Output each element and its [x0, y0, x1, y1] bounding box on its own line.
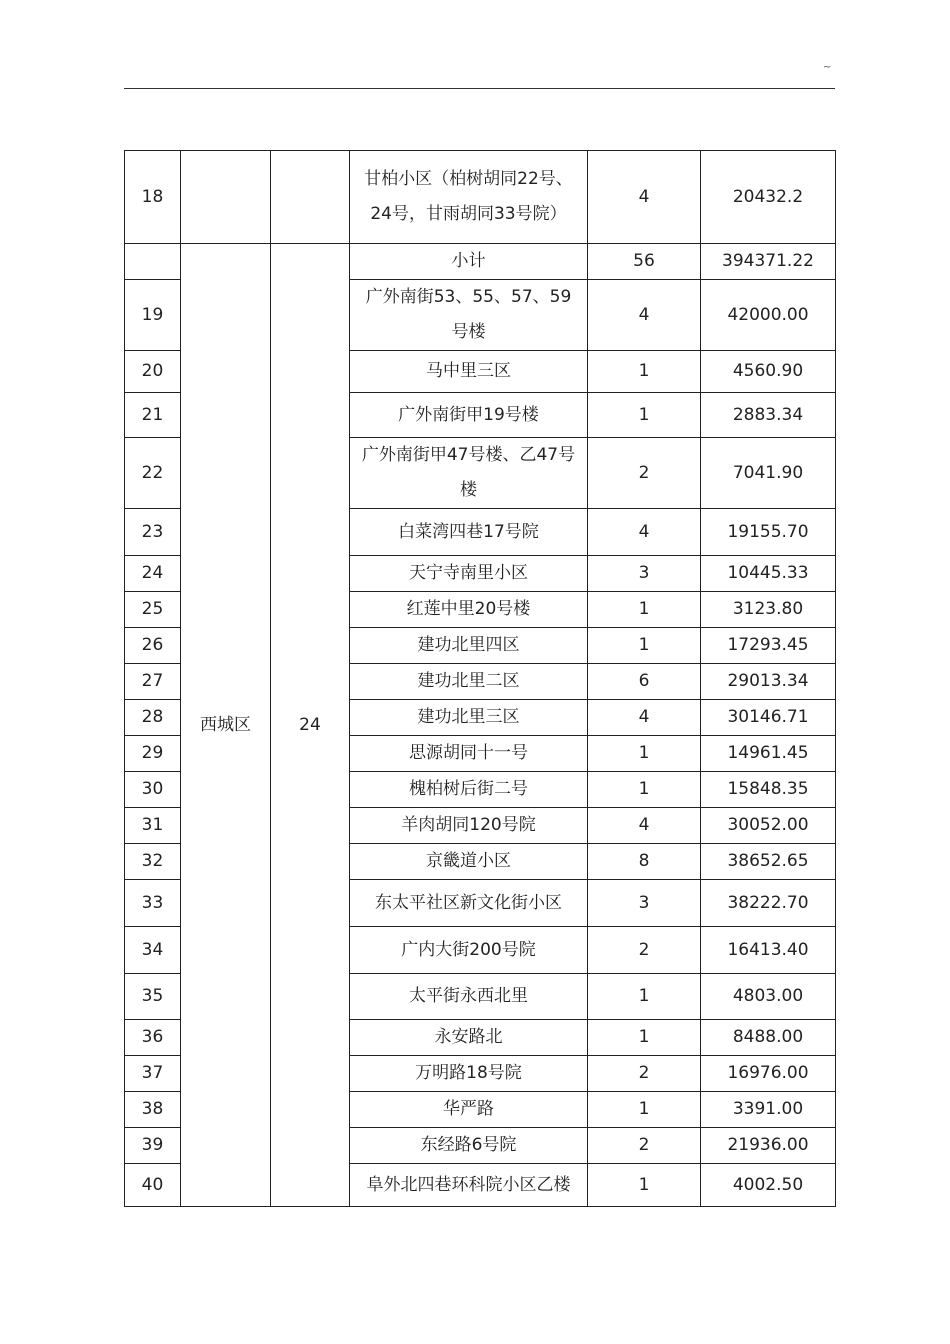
area-cell: 16413.40 [701, 927, 836, 974]
area-cell: 15848.35 [701, 772, 836, 808]
address-cell: 甘柏小区（柏树胡同22号、24号，甘雨胡同33号院） [350, 151, 588, 244]
row-number: 30 [125, 772, 181, 808]
header-rule [124, 88, 835, 89]
address-cell: 华严路 [350, 1092, 588, 1128]
buildings-cell: 2 [588, 1128, 701, 1164]
area-cell: 42000.00 [701, 280, 836, 351]
address-cell: 思源胡同十一号 [350, 736, 588, 772]
buildings-cell: 3 [588, 880, 701, 927]
address-cell: 永安路北 [350, 1020, 588, 1056]
buildings-cell: 2 [588, 1056, 701, 1092]
buildings-cell: 2 [588, 927, 701, 974]
row-number: 37 [125, 1056, 181, 1092]
row-number: 24 [125, 556, 181, 592]
address-cell: 建功北里四区 [350, 628, 588, 664]
area-cell: 30052.00 [701, 808, 836, 844]
buildings-cell: 1 [588, 1092, 701, 1128]
area-cell: 3123.80 [701, 592, 836, 628]
address-cell: 东经路6号院 [350, 1128, 588, 1164]
row-number: 40 [125, 1164, 181, 1207]
address-cell: 万明路18号院 [350, 1056, 588, 1092]
buildings-cell: 1 [588, 974, 701, 1020]
address-cell: 天宁寺南里小区 [350, 556, 588, 592]
row-number: 28 [125, 700, 181, 736]
subtotal-label: 小计 [350, 244, 588, 280]
area-cell: 20432.2 [701, 151, 836, 244]
area-cell: 38652.65 [701, 844, 836, 880]
area-cell: 4002.50 [701, 1164, 836, 1207]
buildings-cell: 8 [588, 844, 701, 880]
row-number: 31 [125, 808, 181, 844]
area-cell: 16976.00 [701, 1056, 836, 1092]
row-number: 26 [125, 628, 181, 664]
area-cell: 17293.45 [701, 628, 836, 664]
address-cell: 建功北里三区 [350, 700, 588, 736]
address-cell: 羊肉胡同120号院 [350, 808, 588, 844]
district-cell: 西城区 [181, 244, 271, 1207]
buildings-cell: 1 [588, 736, 701, 772]
row-number: 18 [125, 151, 181, 244]
area-cell: 14961.45 [701, 736, 836, 772]
row-number: 38 [125, 1092, 181, 1128]
area-cell: 4803.00 [701, 974, 836, 1020]
address-cell: 太平街永西北里 [350, 974, 588, 1020]
subtotal-row [125, 244, 836, 280]
buildings-cell: 1 [588, 351, 701, 393]
area-cell: 7041.90 [701, 438, 836, 509]
buildings-cell: 6 [588, 664, 701, 700]
buildings-cell: 1 [588, 592, 701, 628]
subtotal-buildings: 56 [588, 244, 701, 280]
area-cell: 21936.00 [701, 1128, 836, 1164]
row-number: 25 [125, 592, 181, 628]
address-cell: 白菜湾四巷17号院 [350, 509, 588, 556]
row-number: 21 [125, 393, 181, 438]
row-number: 22 [125, 438, 181, 509]
buildings-cell: 4 [588, 509, 701, 556]
row-number: 35 [125, 974, 181, 1020]
address-cell: 东太平社区新文化街小区 [350, 880, 588, 927]
area-cell: 4560.90 [701, 351, 836, 393]
buildings-cell: 1 [588, 393, 701, 438]
area-cell: 3391.00 [701, 1092, 836, 1128]
area-cell: 29013.34 [701, 664, 836, 700]
area-cell: 19155.70 [701, 509, 836, 556]
district-cell [181, 151, 271, 244]
subtotal-area: 394371.22 [701, 244, 836, 280]
buildings-cell: 1 [588, 1164, 701, 1207]
buildings-cell: 4 [588, 280, 701, 351]
row-number: 32 [125, 844, 181, 880]
buildings-cell: 4 [588, 808, 701, 844]
buildings-cell: 1 [588, 1020, 701, 1056]
row-number: 19 [125, 280, 181, 351]
row-number: 27 [125, 664, 181, 700]
header-mark: ~ [823, 62, 832, 73]
address-cell: 建功北里二区 [350, 664, 588, 700]
buildings-cell: 3 [588, 556, 701, 592]
address-cell: 京畿道小区 [350, 844, 588, 880]
buildings-cell: 1 [588, 628, 701, 664]
address-cell: 槐柏树后街二号 [350, 772, 588, 808]
row-number: 20 [125, 351, 181, 393]
area-cell: 10445.33 [701, 556, 836, 592]
address-cell: 马中里三区 [350, 351, 588, 393]
area-cell: 38222.70 [701, 880, 836, 927]
buildings-cell: 4 [588, 151, 701, 244]
row-number [125, 244, 181, 280]
buildings-cell: 2 [588, 438, 701, 509]
row-number: 33 [125, 880, 181, 927]
row-number: 23 [125, 509, 181, 556]
table-row [125, 151, 836, 244]
address-cell: 广内大街200号院 [350, 927, 588, 974]
address-cell: 红莲中里20号楼 [350, 592, 588, 628]
buildings-cell: 4 [588, 700, 701, 736]
address-cell: 广外南街53、55、57、59号楼 [350, 280, 588, 351]
count-cell [271, 151, 350, 244]
area-cell: 30146.71 [701, 700, 836, 736]
address-cell: 阜外北四巷环科院小区乙楼 [350, 1164, 588, 1207]
housing-table [124, 150, 836, 1207]
row-number: 29 [125, 736, 181, 772]
row-number: 36 [125, 1020, 181, 1056]
district-count-cell: 24 [271, 244, 350, 1207]
area-cell: 2883.34 [701, 393, 836, 438]
address-cell: 广外南街甲19号楼 [350, 393, 588, 438]
buildings-cell: 1 [588, 772, 701, 808]
area-cell: 8488.00 [701, 1020, 836, 1056]
address-cell: 广外南街甲47号楼、乙47号楼 [350, 438, 588, 509]
row-number: 34 [125, 927, 181, 974]
row-number: 39 [125, 1128, 181, 1164]
